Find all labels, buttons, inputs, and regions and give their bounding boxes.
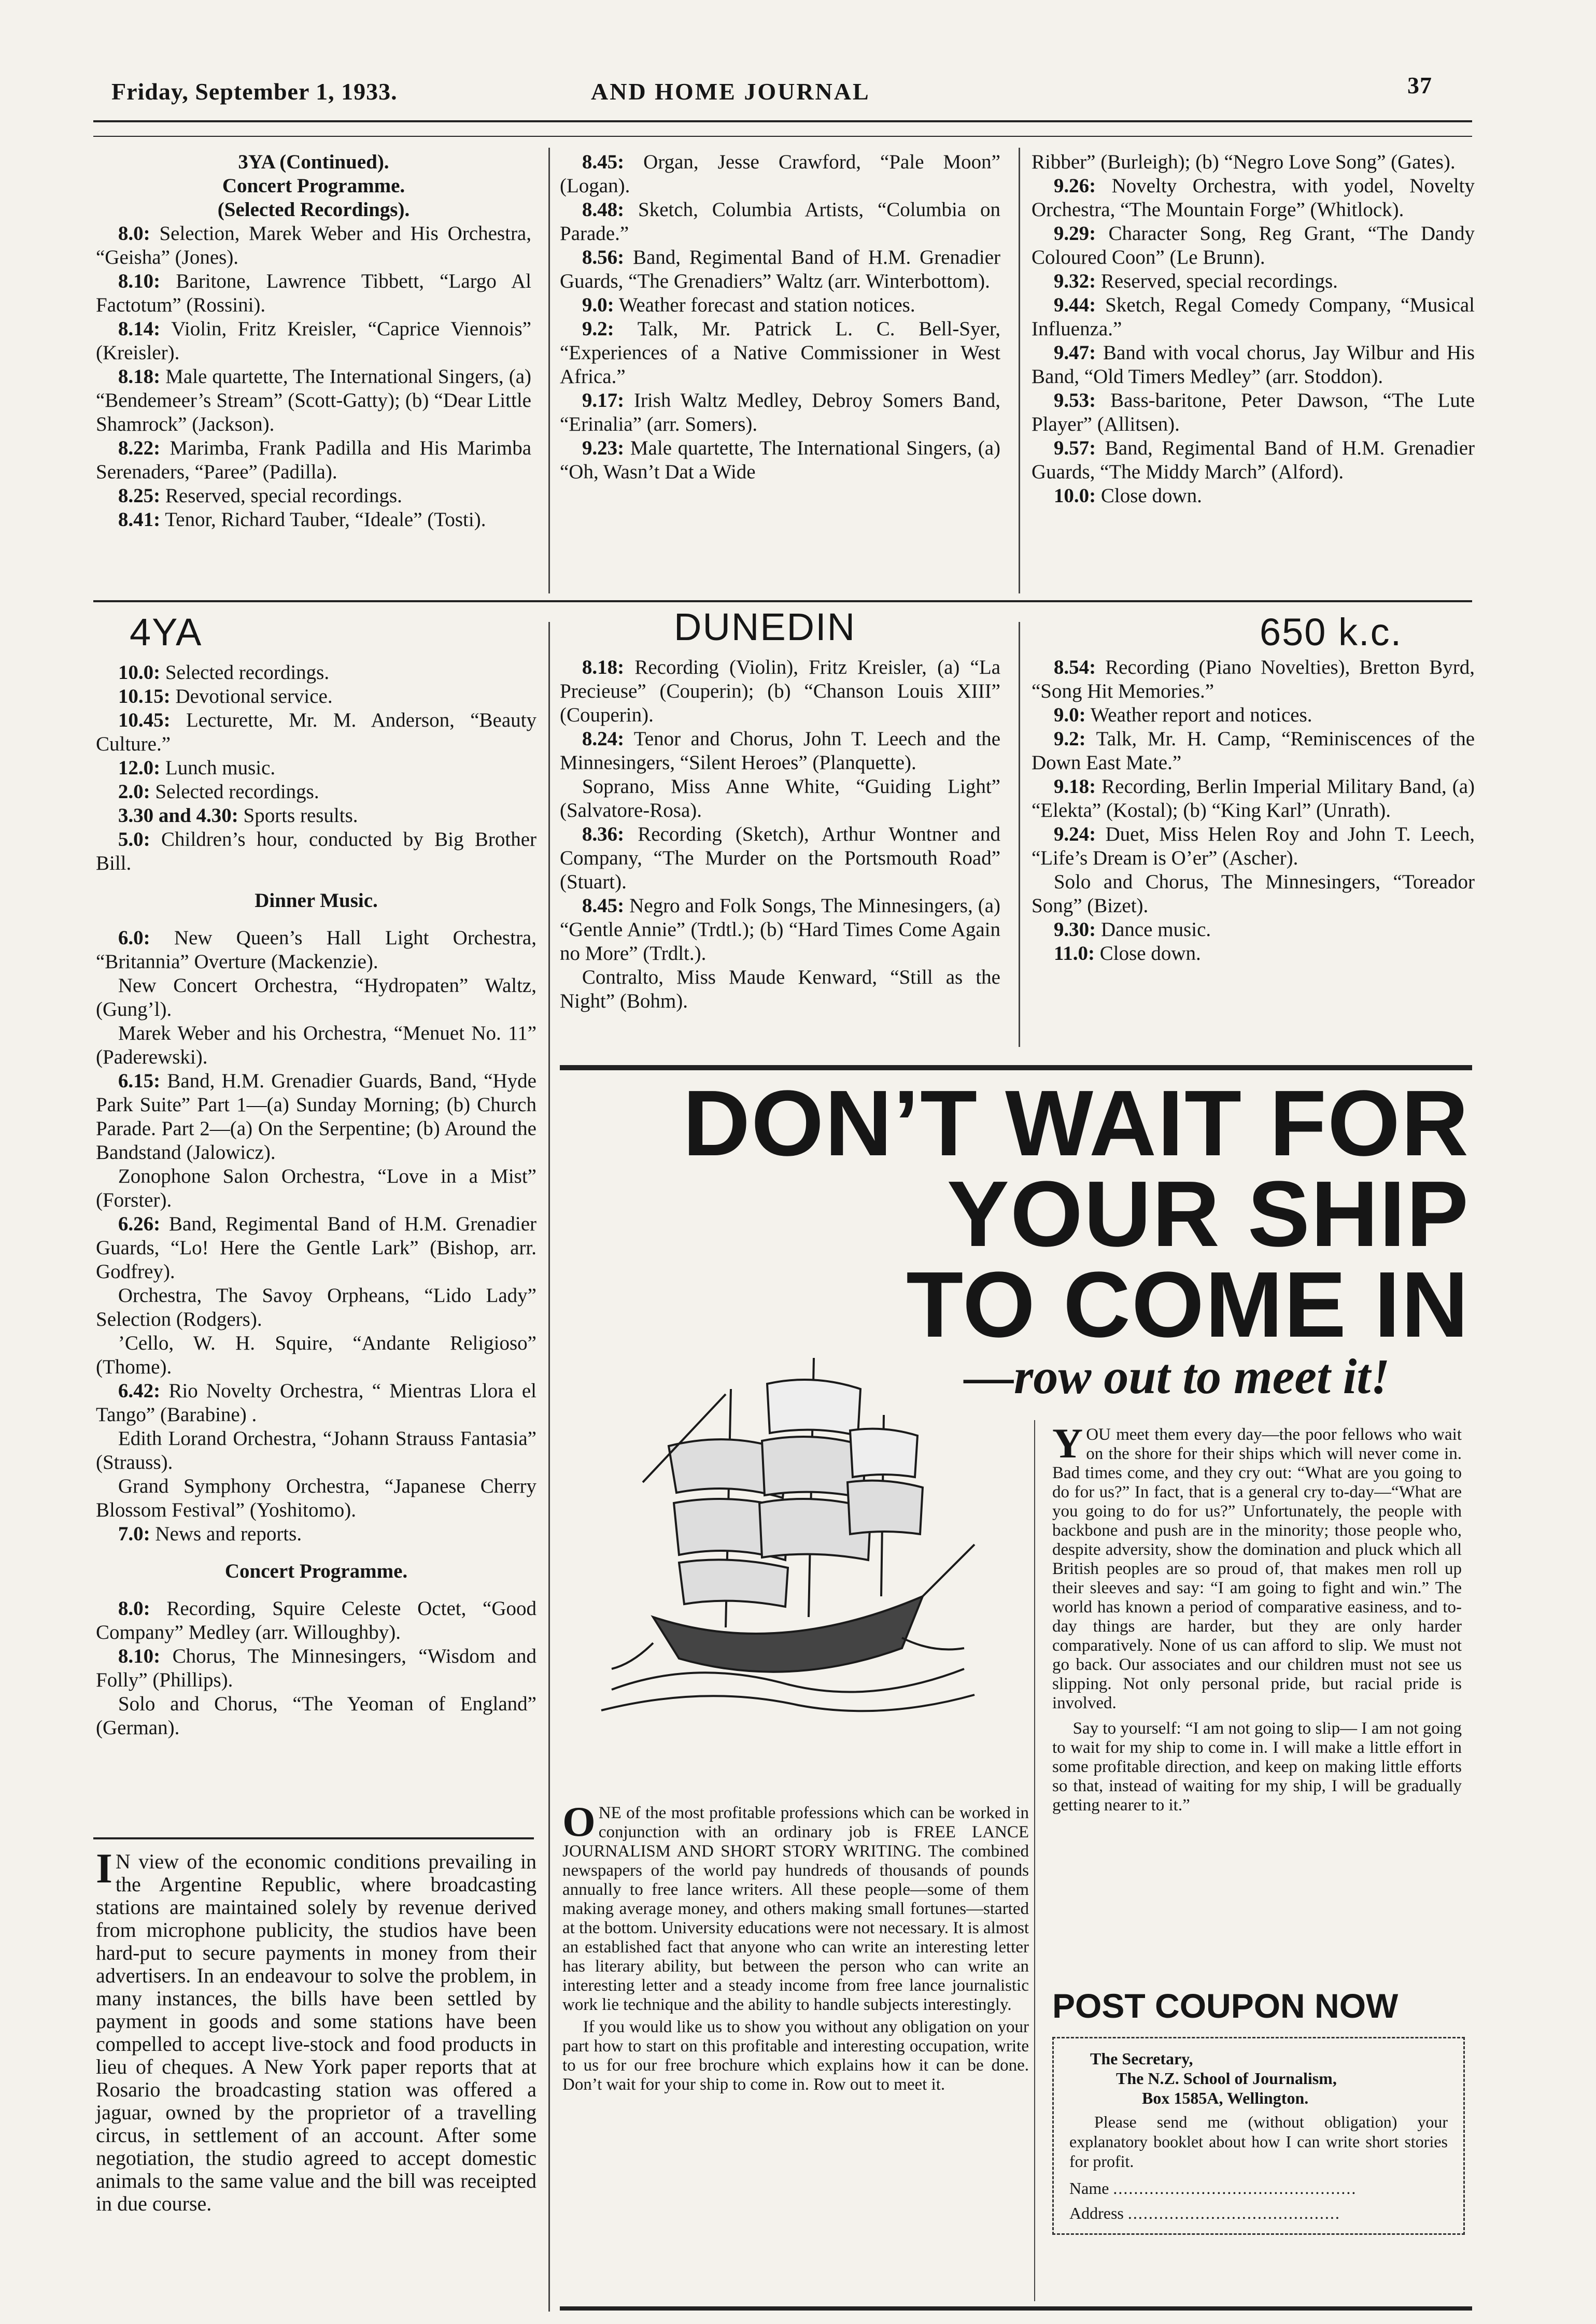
programme-entry <box>96 1692 536 1740</box>
entry-time: 6.15: <box>118 1070 161 1092</box>
column-divider <box>1019 148 1020 593</box>
entry-text: New Queen’s Hall Light Orchestra, “Britannia” Overture (Mackenzie). <box>96 927 536 973</box>
programme-entry <box>96 1212 536 1284</box>
entry-time: 10.0: <box>1053 485 1096 507</box>
ad-bottom-rule <box>560 2306 1472 2311</box>
programme-entry <box>560 317 1000 389</box>
programme-entry <box>560 198 1000 246</box>
entry-text: Duet, Miss Helen Roy and John T. Leech, “Life’s Dream is O’er” (Ascher). <box>1032 823 1475 869</box>
ad-headline-line: YOUR SHIP <box>947 1162 1470 1266</box>
programme-entry <box>96 685 536 708</box>
header-page-number: 37 <box>1407 72 1432 98</box>
entry-time: 8.45: <box>582 151 625 173</box>
entry-time: 8.56: <box>582 246 625 268</box>
programme-entry <box>96 270 531 317</box>
programme-entry <box>96 1022 536 1069</box>
entry-text: Close down. <box>1100 485 1202 507</box>
coupon-form[interactable] <box>1052 2037 1465 2235</box>
header-rule <box>93 120 1472 122</box>
entry-time: 6.42: <box>118 1380 161 1402</box>
entry-time: 8.0: <box>118 1597 150 1620</box>
programme-entry <box>1032 293 1475 341</box>
entry-text: Band, Regimental Band of H.M. Grenadier Guards, “The Middy March” (Alford). <box>1032 437 1475 483</box>
concert-programme-heading: Concert Programme. <box>224 1560 408 1582</box>
programme-entry <box>560 293 1000 317</box>
entry-text: Weather forecast and station notices. <box>618 294 915 316</box>
entry-text: Dance music. <box>1100 918 1211 941</box>
dinner-music-heading: Dinner Music. <box>255 889 378 912</box>
entry-text: Selected recordings. <box>155 781 319 803</box>
entry-time: 9.23: <box>582 437 625 459</box>
ad-headline <box>562 1071 1470 1357</box>
entry-time: 2.0: <box>118 781 150 803</box>
programme-entry <box>96 1069 536 1165</box>
name-field[interactable]: ............................................... <box>1113 2179 1357 2198</box>
entry-text: Selection, Marek Weber and His Orchestra, “Geisha” (Jones). <box>96 222 531 268</box>
column-divider <box>548 622 550 2312</box>
entry-time: 9.47: <box>1053 342 1096 364</box>
ad-tagline: —row out to meet it! <box>964 1349 1390 1404</box>
programme-entry <box>560 775 1000 823</box>
entry-time: 8.22: <box>118 437 161 459</box>
programme-entry <box>1032 727 1475 775</box>
entry-time: 12.0: <box>118 757 161 779</box>
programme-entry <box>96 1645 536 1692</box>
programme-entry <box>560 966 1000 1013</box>
col-dunedin <box>560 656 1000 1013</box>
entry-time: 9.17: <box>582 389 625 412</box>
programme-entry <box>560 150 1000 198</box>
entry-time: 9.0: <box>582 294 614 316</box>
programme-entry <box>96 317 531 365</box>
entry-time: 6.26: <box>118 1213 161 1235</box>
entry-text: Character Song, Reg Grant, “The Dandy Coloured Coon” (Le Brunn). <box>1032 222 1475 268</box>
programme-entry <box>560 656 1000 727</box>
drop-cap: O <box>562 1798 596 1845</box>
entry-text: Marimba, Frank Padilla and His Marimba Serenaders, “Paree” (Padilla). <box>96 437 532 483</box>
col-subhead: Concert Programme. <box>222 175 405 197</box>
programme-entry <box>1032 484 1475 508</box>
programme-entry <box>560 823 1000 894</box>
entry-text: Recording (Sketch), Arthur Wontner and Company, “The Murder on the Portsmouth Road” (Stuart). <box>560 823 1000 893</box>
ad-headline-line: TO COME IN <box>906 1253 1470 1357</box>
entry-time: 10.0: <box>118 661 161 684</box>
programme-entry <box>96 804 536 828</box>
entry-text: Contralto, Miss Maude Kenward, “Still as the Night” (Bohm). <box>560 966 1000 1012</box>
entry-time: 9.53: <box>1053 389 1096 412</box>
programme-entry <box>1032 870 1475 918</box>
entry-text: New Concert Orchestra, “Hydropaten” Waltz, (Gung’l). <box>96 974 536 1021</box>
entry-text: Marek Weber and his Orchestra, “Menuet No. 11” (Paderewski). <box>96 1022 536 1068</box>
entry-time: 8.0: <box>118 222 150 245</box>
entry-text: Sketch, Regal Comedy Company, “Musical Influenza.” <box>1032 294 1475 340</box>
programme-entry <box>560 246 1000 293</box>
programme-entry <box>96 1427 536 1475</box>
programme-entry <box>560 436 1000 484</box>
entry-time: 11.0: <box>1053 942 1095 965</box>
entry-time: 9.2: <box>1053 728 1086 750</box>
top-col-1 <box>96 150 531 532</box>
entry-time: 9.18: <box>1053 775 1096 798</box>
programme-entry <box>96 1284 536 1331</box>
ad-body-text: OU meet them every day—the poor fellows who wait on the shore for their ships which will never come in. Bad times come, and they cry out: “What are you going to do for us?” In fact, that is a general cry to-day—“What are you going to do for us?” Unfortunately, the people with backbone and push are in the minority; those people who, despite adversity, show the domination and pluck which all British peoples are so proud of, that makes men roll up their sleeves and say: “I am going to fight and win.” The world has known a period of comparative easiness, and to-day things are harder, but they are only harder comparatively. None of us can afford to slip. We must not go back. Our associates and our children must not see us slipping. Not only personal pride, but racial pride is involved. <box>1052 1425 1462 1712</box>
entry-time: 8.25: <box>118 485 161 507</box>
programme-entry <box>1032 918 1475 942</box>
entry-text: Selected recordings. <box>165 661 330 684</box>
programme-entry <box>1032 656 1475 703</box>
entry-time: 3.30 and 4.30: <box>118 804 238 827</box>
entry-time: 8.48: <box>582 199 625 221</box>
entry-text: Sketch, Columbia Artists, “Columbia on Parade.” <box>560 199 1000 245</box>
address-label: Address <box>1069 2204 1124 2222</box>
entry-text: Zonophone Salon Orchestra, “Love in a Mist” (Forster). <box>96 1165 536 1211</box>
programme-entry <box>1032 703 1475 727</box>
section-rule <box>93 600 1472 602</box>
entry-text: Irish Waltz Medley, Debroy Somers Band, “Erinalia” (arr. Somers). <box>560 389 1001 435</box>
entry-time: 8.36: <box>582 823 625 845</box>
entry-time: 5.0: <box>118 828 150 851</box>
programme-entry <box>560 389 1000 436</box>
programme-entry <box>96 974 536 1022</box>
ad-divider <box>1034 1420 1035 2301</box>
programme-entry <box>96 926 536 974</box>
programme-entry <box>1032 389 1475 436</box>
programme-entry <box>96 1522 536 1546</box>
programme-entry <box>96 828 536 875</box>
ad-top-rule <box>560 1065 1472 1070</box>
ad-body-right <box>1052 1420 1462 1815</box>
entry-text: Chorus, The Minnesingers, “Wisdom and Folly” (Phillips). <box>96 1645 537 1691</box>
programme-entry <box>96 365 531 436</box>
ad-body-text: Say to yourself: “I am not going to slip— I am not going to wait for my ship to come in. I will make a little effort in some profitable direction, and keep on making little efforts so that, instead of waiting for my ship, I will be gradually getting nearer to it.” <box>1052 1719 1462 1815</box>
entry-text: News and reports. <box>155 1523 302 1545</box>
entry-text: Sports results. <box>243 804 358 827</box>
programme-entry <box>1032 270 1475 293</box>
programme-entry <box>1032 341 1475 389</box>
header-rule-thin <box>93 136 1472 137</box>
programme-entry <box>96 484 531 508</box>
entry-time: 7.0: <box>118 1523 150 1545</box>
entry-time: 9.24: <box>1053 823 1096 845</box>
programme-entry <box>1032 174 1475 222</box>
entry-text: Bass-baritone, Peter Dawson, “The Lute Player” (Allitsen). <box>1032 389 1475 435</box>
entry-text: Tenor and Chorus, John T. Leech and the Minnesingers, “Silent Heroes” (Planquette). <box>560 728 1001 774</box>
programme-entry <box>96 1379 536 1427</box>
entry-time: 8.14: <box>118 318 161 340</box>
entry-time: 10.45: <box>118 709 171 731</box>
top-col-2 <box>560 150 1000 484</box>
ad-body-text: NE of the most profitable professions which can be worked in conjunction with an ordinary job is FREE LANCE JOURNALISM AND SHORT STORY WRITING. The combined newspapers of the world pay hundreds of thousands of pounds annually to free lance writers. All these people—some of them making average money, and others making small fortunes—started at the bottom. University educations were not necessary. It is almost an established fact that anyone who can write an interesting letter has literary ability, but between the person who can write an interesting letter and a steady income from free lance journalistic work lie technique and the ability to handle subjects interestingly. <box>562 1804 1029 2014</box>
programme-entry <box>560 894 1000 966</box>
top-col-3 <box>1032 150 1475 508</box>
coupon-addressee: The Secretary, <box>1090 2049 1193 2068</box>
programme-entry <box>96 756 536 780</box>
entry-time: 8.10: <box>118 1645 161 1667</box>
entry-text: Lunch music. <box>165 757 276 779</box>
entry-time: 10.15: <box>118 685 171 707</box>
entry-time: 9.29: <box>1053 222 1096 245</box>
programme-entry <box>96 436 531 484</box>
col-4ya <box>96 661 536 1740</box>
programme-entry <box>1032 775 1475 823</box>
argentine-article <box>96 1845 536 2215</box>
ad-body-text: If you would like us to show you without any obligation on your part how to start on this profitable and interesting occupation, write to us for our free brochure which explains how it can be done. Don’t wait for your ship to come in. Row out to meet it. <box>562 2018 1029 2094</box>
article-rule <box>93 1837 534 1839</box>
continuation-text: Ribber” (Burleigh); (b) “Negro Love Song” (Gates). <box>1032 151 1456 173</box>
programme-entry <box>96 508 531 532</box>
entry-text: Recording, Berlin Imperial Military Band, (a) “Elekta” (Kostal); (b) “King Karl” (Unrath). <box>1032 775 1475 821</box>
entry-text: Violin, Fritz Kreisler, “Caprice Viennois” (Kreisler). <box>96 318 531 364</box>
entry-text: Male quartette, The International Singers, (a) “Bendemeer’s Stream” (Scott-Gatty); (b) “Dear Little Shamrock” (Jackson). <box>96 365 531 435</box>
entry-text: Recording, Squire Celeste Octet, “Good Company” Medley (arr. Willoughby). <box>96 1597 536 1643</box>
column-divider <box>1019 622 1020 1047</box>
entry-text: Children’s hour, conducted by Big Brother Bill. <box>96 828 536 874</box>
entry-time: 8.18: <box>118 365 161 388</box>
programme-entry <box>96 661 536 685</box>
entry-time: 8.10: <box>118 270 161 292</box>
entry-time: 9.44: <box>1053 294 1096 316</box>
coupon-addressee: The N.Z. School of Journalism, <box>1116 2069 1337 2088</box>
entry-time: 8.18: <box>582 656 625 678</box>
entry-text: Orchestra, The Savoy Orpheans, “Lido Lady” Selection (Rodgers). <box>96 1284 536 1330</box>
city-label: DUNEDIN <box>674 605 856 648</box>
entry-time: 8.41: <box>118 508 161 531</box>
entry-text: Band, Regimental Band of H.M. Grenadier Guards, “Lo! Here the Gentle Lark” (Bishop, arr. Godfrey). <box>96 1213 536 1283</box>
programme-entry <box>96 780 536 804</box>
frequency-label: 650 k.c. <box>1260 611 1403 654</box>
article-text: N view of the economic conditions prevailing in the Argentine Republic, where broadcasting stations are maintained solely by revenue derived from microphone publicity, the studios have been hard-put to secure payments in money from their advertisers. In an endeavour to solve the problem, in many instances, the bills have been settled by payment in goods and some stations have been compelled to accept live-stock and food products in lieu of cheques. A New York paper reports that at Rosario the broadcasting station was offered a jaguar, owned by the proprietor of a travelling circus, in settlement of an account. After some negotiation, the studio agreed to accept domestic animals to the same value and the bill was receipted in due course. <box>96 1850 536 2215</box>
entry-text: Lecturette, Mr. M. Anderson, “Beauty Culture.” <box>96 709 537 755</box>
entry-time: 8.54: <box>1053 656 1096 678</box>
entry-text: Solo and Chorus, The Minnesingers, “Toreador Song” (Bizet). <box>1032 871 1475 917</box>
entry-text: Weather report and notices. <box>1090 704 1312 726</box>
entry-text: Novelty Orchestra, with yodel, Novelty Orchestra, “The Mountain Forge” (Whitlock). <box>1032 175 1475 221</box>
entry-time: 9.32: <box>1053 270 1096 292</box>
entry-time: 9.26: <box>1053 175 1096 197</box>
station-label: 4YA <box>130 611 203 654</box>
programme-entry <box>96 222 531 270</box>
entry-text: Negro and Folk Songs, The Minnesingers, (a) “Gentle Annie” (Trdtl.); (b) “Hard Times Come Again no More” (Trdlt.). <box>560 895 1001 965</box>
col-heading: 3YA (Continued). <box>238 151 389 173</box>
entry-text: Recording (Piano Novelties), Bretton Byrd, “Song Hit Memories.” <box>1032 656 1475 702</box>
entry-text: Talk, Mr. Patrick L. C. Bell-Syer, “Experiences of a Native Commissioner in West Africa.” <box>560 318 1001 388</box>
ad-headline-line: DON’T WAIT FOR <box>683 1071 1470 1175</box>
entry-text: Reserved, special recordings. <box>1100 270 1338 292</box>
header-journal: AND HOME JOURNAL <box>591 78 870 105</box>
programme-entry <box>560 727 1000 775</box>
coupon-title: POST COUPON NOW <box>1052 1987 1399 2025</box>
entry-text: Recording (Violin), Fritz Kreisler, (a) “La Precieuse” (Couperin); (b) “Chanson Louis XIII” (Couperin). <box>560 656 1000 726</box>
coupon-request: Please send me (without obligation) your explanatory booklet about how I can write short stories for profit. <box>1069 2113 1448 2171</box>
header-date: Friday, September 1, 1933. <box>111 78 398 105</box>
entry-text: Solo and Chorus, “The Yeoman of England” (German). <box>96 1693 536 1739</box>
programme-entry <box>96 1165 536 1212</box>
entry-text: Band with vocal chorus, Jay Wilbur and His Band, “Old Timers Medley” (arr. Stoddon). <box>1032 342 1475 388</box>
entry-text: Rio Novelty Orchestra, “ Mientras Llora el Tango” (Barabine) . <box>96 1380 537 1426</box>
entry-time: 9.0: <box>1053 704 1086 726</box>
entry-text: Tenor, Richard Tauber, “Ideale” (Tosti). <box>165 508 486 531</box>
col-subhead: (Selected Recordings). <box>217 199 410 221</box>
col-650kc <box>1032 656 1475 966</box>
entry-text: Devotional service. <box>175 685 333 707</box>
column-divider <box>548 148 550 593</box>
entry-text: Band, Regimental Band of H.M. Grenadier Guards, “The Grenadiers” Waltz (arr. Winterbottom). <box>560 246 1000 292</box>
entry-text: Close down. <box>1099 942 1201 965</box>
programme-entry <box>96 1475 536 1522</box>
coupon-addressee: Box 1585A, Wellington. <box>1142 2089 1309 2107</box>
entry-text: Male quartette, The International Singers, (a) “Oh, Wasn’t Dat a Wide <box>560 437 1000 483</box>
name-label: Name <box>1069 2179 1109 2198</box>
entry-text: Talk, Mr. H. Camp, “Reminiscences of the Down East Mate.” <box>1032 728 1475 774</box>
programme-entry <box>1032 436 1475 484</box>
entry-time: 6.0: <box>118 927 150 949</box>
entry-text: Organ, Jesse Crawford, “Pale Moon” (Logan). <box>560 151 1000 197</box>
drop-cap: Y <box>1052 1420 1083 1467</box>
entry-time: 9.2: <box>582 318 614 340</box>
entry-text: Band, H.M. Grenadier Guards, Band, “Hyde Park Suite” Part 1—(a) Sunday Morning; (b) Church Parade. Part 2—(a) On the Serpentine; (b) Around the Bandstand (Jalowicz). <box>96 1070 536 1164</box>
entry-text: ’Cello, W. H. Squire, “Andante Religioso” (Thome). <box>96 1332 536 1378</box>
programme-entry <box>96 1331 536 1379</box>
entry-time: 8.45: <box>582 895 625 917</box>
address-field[interactable]: ......................................... <box>1127 2204 1340 2222</box>
entry-text: Edith Lorand Orchestra, “Johann Strauss Fantasia” (Strauss). <box>96 1427 536 1473</box>
drop-cap: I <box>96 1845 112 1892</box>
sailing-ship-illustration <box>591 1327 985 1731</box>
entry-text: Reserved, special recordings. <box>165 485 402 507</box>
ad-body-left <box>562 1798 1029 2094</box>
programme-entry <box>1032 222 1475 270</box>
programme-entry <box>1032 942 1475 966</box>
entry-time: 8.24: <box>582 728 625 750</box>
programme-entry <box>96 708 536 756</box>
programme-entry <box>96 1597 536 1645</box>
entry-text: Baritone, Lawrence Tibbett, “Largo Al Factotum” (Rossini). <box>96 270 531 316</box>
entry-time: 9.57: <box>1053 437 1096 459</box>
programme-entry <box>1032 823 1475 870</box>
entry-time: 9.30: <box>1053 918 1096 941</box>
entry-text: Soprano, Miss Anne White, “Guiding Light” (Salvatore-Rosa). <box>560 775 1000 821</box>
entry-text: Grand Symphony Orchestra, “Japanese Cherry Blossom Festival” (Yoshitomo). <box>96 1475 536 1521</box>
